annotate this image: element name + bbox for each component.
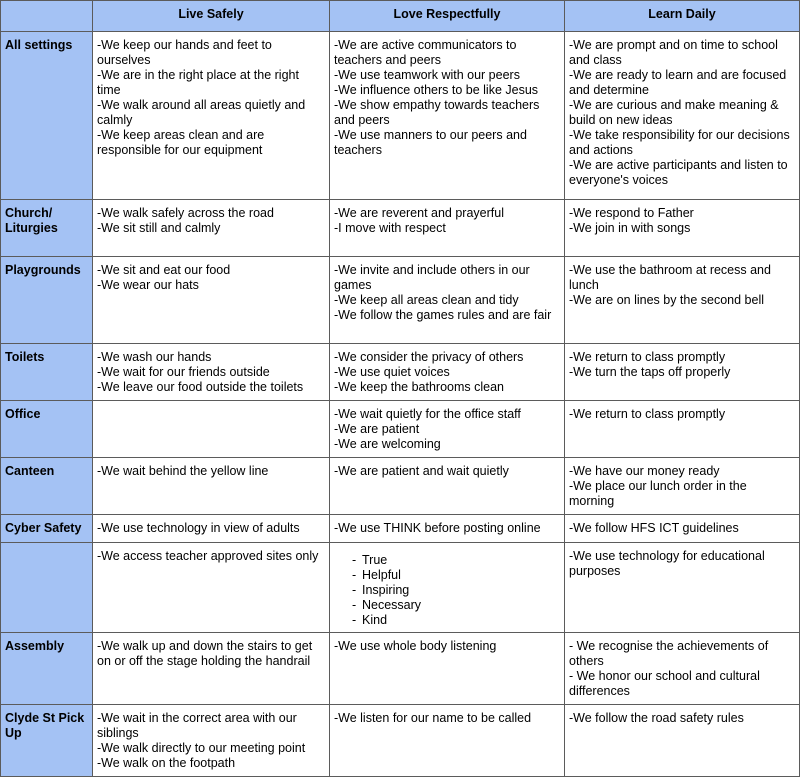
table-row	[1, 515, 800, 543]
rule-text: -We turn the taps off properly	[569, 365, 731, 379]
cell-learn-daily	[565, 705, 800, 777]
cell-live-safely	[93, 633, 330, 705]
rule-text: -We use the bathroom at recess and lunch	[569, 263, 771, 292]
think-word: True	[362, 553, 388, 567]
cell-live-safely	[93, 344, 330, 401]
cell-love-respectfully	[330, 344, 565, 401]
rule-text: -We are ready to learn and are focused and determine	[569, 68, 787, 97]
column-header-learn-daily: Learn Daily	[565, 1, 800, 32]
rule-text: -We wait in the correct area with our siblings	[97, 711, 297, 740]
rule-text: -We keep all areas clean and tidy	[334, 293, 519, 307]
rule-text: -We keep the bathrooms clean	[334, 380, 505, 394]
cell-love-respectfully	[330, 705, 565, 777]
table-row	[1, 200, 800, 257]
cell-love-respectfully	[330, 401, 565, 458]
cell-live-safely	[93, 200, 330, 257]
rule-text: -We walk on the footpath	[97, 756, 236, 770]
header-row	[1, 1, 800, 32]
cell-live-safely	[93, 705, 330, 777]
rule-text: - We honor our school and cultural differences	[569, 669, 760, 698]
cell-live-safely	[93, 32, 330, 200]
row-header-all-settings: All settings	[1, 32, 93, 200]
row-header-church-liturgies: Church/ Liturgies	[1, 200, 93, 257]
rule-text: -We have our money ready	[569, 464, 720, 478]
row-header-playgrounds: Playgrounds	[1, 257, 93, 344]
rule-text: -We return to class promptly	[569, 407, 726, 421]
cell-live-safely	[93, 458, 330, 515]
cell-love-respectfully	[330, 458, 565, 515]
cell-live-safely	[93, 401, 330, 458]
rule-text: -We listen for our name to be called	[334, 711, 532, 725]
rule-text: -We are curious and make meaning & build on new ideas	[569, 98, 779, 127]
list-item: - Kind	[352, 613, 388, 627]
row-header-cyber-safety-continued	[1, 543, 93, 633]
rule-text: -We are active communicators to teachers and peers	[334, 38, 517, 67]
table-row	[1, 344, 800, 401]
cell-learn-daily	[565, 458, 800, 515]
table-row	[1, 705, 800, 777]
rule-text: -We use whole body listening	[334, 639, 497, 653]
rule-text: -We are welcoming	[334, 437, 441, 451]
cell-learn-daily	[565, 344, 800, 401]
rule-text: -We follow the road safety rules	[569, 711, 744, 725]
rule-text: -We follow HFS ICT guidelines	[569, 521, 739, 535]
rule-text: -We show empathy towards teachers and peers	[334, 98, 540, 127]
rule-text: -We wait for our friends outside	[97, 365, 270, 379]
rule-text: -We leave our food outside the toilets	[97, 380, 304, 394]
cell-learn-daily	[565, 515, 800, 543]
cell-love-respectfully	[330, 633, 565, 705]
row-header-canteen: Canteen	[1, 458, 93, 515]
rule-text: -We walk up and down the stairs to get on or off the stage holding the handrail	[97, 639, 313, 668]
column-header-love-respectfully: Love Respectfully	[330, 1, 565, 32]
table-row	[1, 401, 800, 458]
list-item: - True	[352, 553, 388, 567]
rule-text: -We are prompt and on time to school and class	[569, 38, 778, 67]
row-header-assembly: Assembly	[1, 633, 93, 705]
rule-text: -We wait behind the yellow line	[97, 464, 269, 478]
think-word: Inspiring	[362, 583, 410, 597]
list-item: - Necessary	[352, 598, 422, 612]
table-row	[1, 633, 800, 705]
rule-text: -We walk directly to our meeting point	[97, 741, 306, 755]
table-row	[1, 257, 800, 344]
rule-text: -We use teamwork with our peers	[334, 68, 520, 82]
rule-text: -We keep our hands and feet to ourselves	[97, 38, 272, 67]
rule-text: -I move with respect	[334, 221, 446, 235]
cell-love-respectfully	[330, 200, 565, 257]
rule-text: -We use THINK before posting online	[334, 521, 541, 535]
rule-text: -We sit still and calmly	[97, 221, 221, 235]
rule-text: -We join in with songs	[569, 221, 691, 235]
rule-text: -We use quiet voices	[334, 365, 450, 379]
rule-text: -We use manners to our peers and teachers	[334, 128, 527, 157]
rule-text: -We respond to Father	[569, 206, 694, 220]
rule-text: -We use technology in view of adults	[97, 521, 300, 535]
list-item: - Helpful	[352, 568, 401, 582]
rule-text: -We take responsibility for our decisions and actions	[569, 128, 790, 157]
cell-live-safely	[93, 543, 330, 633]
rule-text: -We are active participants and listen to everyone's voices	[569, 158, 788, 187]
rule-text: -We follow the games rules and are fair	[334, 308, 552, 322]
rule-text: -We wait quietly for the office staff	[334, 407, 521, 421]
rule-text: -We place our lunch order in the morning	[569, 479, 747, 508]
rule-text: -We consider the privacy of others	[334, 350, 524, 364]
cell-learn-daily	[565, 633, 800, 705]
corner-cell	[1, 1, 93, 32]
table-row	[1, 543, 800, 633]
row-header-toilets: Toilets	[1, 344, 93, 401]
rule-text: -We return to class promptly	[569, 350, 726, 364]
rule-text: -We walk safely across the road	[97, 206, 274, 220]
rule-text: -We wash our hands	[97, 350, 212, 364]
think-acronym-list	[334, 553, 560, 628]
row-header-office: Office	[1, 401, 93, 458]
cell-love-respectfully	[330, 32, 565, 200]
rule-text: -We walk around all areas quietly and calmly	[97, 98, 306, 127]
rule-text: -We are reverent and prayerful	[334, 206, 504, 220]
rule-text: -We invite and include others in our games	[334, 263, 530, 292]
cell-learn-daily	[565, 200, 800, 257]
cell-live-safely	[93, 257, 330, 344]
rule-text: -We use technology for educational purposes	[569, 549, 765, 578]
rule-text: -We sit and eat our food	[97, 263, 231, 277]
cell-love-respectfully	[330, 257, 565, 344]
rule-text: -We access teacher approved sites only	[97, 549, 319, 563]
rule-text: -We influence others to be like Jesus	[334, 83, 539, 97]
think-word: Necessary	[362, 598, 422, 612]
rule-text: -We are patient and wait quietly	[334, 464, 509, 478]
cell-learn-daily	[565, 401, 800, 458]
rule-text: - We recognise the achievements of others	[569, 639, 769, 668]
cell-love-respectfully	[330, 543, 565, 633]
cell-learn-daily	[565, 543, 800, 633]
cell-love-respectfully	[330, 515, 565, 543]
rule-text: -We are on lines by the second bell	[569, 293, 765, 307]
cell-live-safely	[93, 515, 330, 543]
table-row	[1, 458, 800, 515]
think-word: Kind	[362, 613, 388, 627]
cell-learn-daily	[565, 32, 800, 200]
table-row	[1, 32, 800, 200]
rule-text: -We keep areas clean and are responsible for our equipment	[97, 128, 265, 157]
rule-text: -We are patient	[334, 422, 420, 436]
row-header-clyde-st-pick-up: Clyde St Pick Up	[1, 705, 93, 777]
column-header-live-safely: Live Safely	[93, 1, 330, 32]
think-word: Helpful	[362, 568, 401, 582]
cell-learn-daily	[565, 257, 800, 344]
row-header-cyber-safety: Cyber Safety	[1, 515, 93, 543]
rule-text: -We are in the right place at the right time	[97, 68, 299, 97]
rule-text: -We wear our hats	[97, 278, 199, 292]
list-item: - Inspiring	[352, 583, 410, 597]
